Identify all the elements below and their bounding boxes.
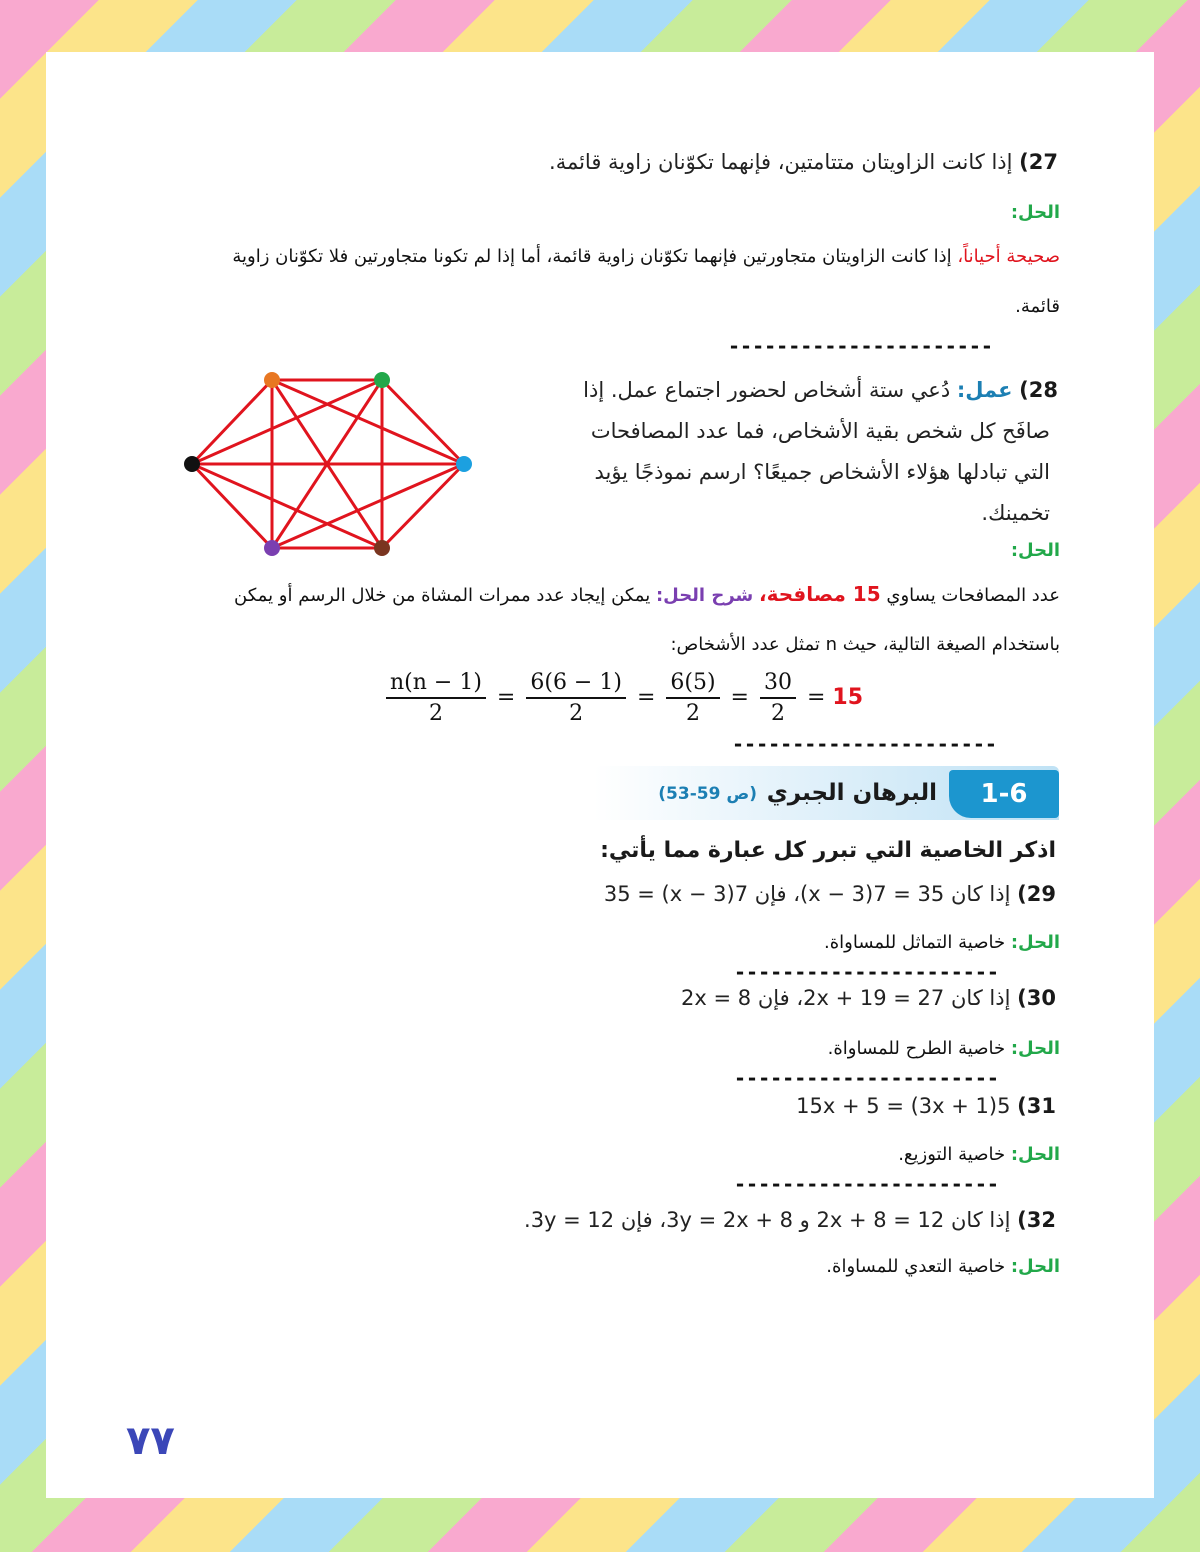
person-node — [264, 540, 280, 556]
section-badge: 1-6 — [949, 770, 1059, 818]
separator-line: ---------------------- — [734, 1172, 999, 1196]
question-number: 30) — [1017, 986, 1056, 1010]
answer-text: خاصية التماثل للمساواة. — [823, 932, 1011, 953]
page-sheet — [46, 52, 1154, 1498]
graph-edges — [192, 380, 464, 548]
formula-result: 15 — [832, 685, 864, 710]
answer-label-27 — [1011, 202, 1060, 223]
question-line: التي تبادلها هؤلاء الأشخاص جميعًا؟ ارسم نموذجًا يؤيد — [594, 460, 1050, 484]
equals-sign: = — [636, 685, 656, 710]
answer-31 — [898, 1144, 1060, 1165]
question-27 — [549, 150, 1058, 174]
question-number: 29) — [1017, 882, 1056, 906]
answer-label: الحل: — [1010, 1144, 1060, 1165]
section-pages: (ص 59-53) — [658, 784, 757, 804]
equals-sign: = — [496, 685, 516, 710]
fraction: $\frac{6(6 - 1)}{2}$ — [526, 670, 626, 726]
answer-text: إذا كانت الزاويتان متجاورتين فإنهما تكوّنان زاوية قائمة، أما إذا لم تكونا متجاورتين فلا تكوّنان زاوية — [232, 246, 958, 267]
answer-27-line2: قائمة. — [1015, 296, 1060, 317]
answer-value: 15 مصافحة، — [758, 582, 881, 606]
answer-28-line2: باستخدام الصيغة التالية، حيث n تمثل عدد الأشخاص: — [670, 634, 1060, 655]
answer-32 — [826, 1256, 1060, 1277]
question-32 — [524, 1208, 1056, 1232]
question-line: دُعي ستة أشخاص لحضور اجتماع عمل. إذا — [583, 378, 951, 402]
answer-rest: يمكن إيجاد عدد ممرات المشاة من خلال الرسم أو يمكن — [234, 585, 656, 606]
equals-sign: = — [806, 685, 826, 710]
person-node — [184, 456, 200, 472]
handshake-edge — [192, 464, 272, 548]
separator-line: ---------------------- — [734, 1066, 999, 1090]
answer-verdict: صحيحة أحياناً، — [957, 246, 1060, 267]
answer-label-28 — [1011, 540, 1060, 561]
answer-text: خاصية التوزيع. — [898, 1144, 1011, 1165]
question-text: إذا كان 2x + 19 = 27، فإن 2x = 8 — [681, 986, 1011, 1010]
section-banner — [594, 766, 1059, 820]
instruction: اذكر الخاصية التي تبرر كل عبارة مما يأتي: — [600, 838, 1056, 863]
separator-line: ---------------------- — [734, 960, 999, 984]
person-node — [456, 456, 472, 472]
answer-text: خاصية التعدي للمساواة. — [826, 1256, 1011, 1277]
question-line: تخمينك. — [981, 501, 1050, 525]
question-number: 27) — [1019, 150, 1058, 174]
question-29 — [604, 882, 1056, 906]
question-28 — [538, 370, 1058, 534]
handshake-edge — [382, 464, 464, 548]
explain-label: شرح الحل: — [655, 585, 754, 606]
fraction: $\frac{n(n - 1)}{2}$ — [386, 670, 486, 726]
answer-label: الحل: — [1010, 1256, 1060, 1277]
question-text: إذا كانت الزاويتان متتامتين، فإنهما تكوّنان زاوية قائمة. — [549, 150, 1013, 174]
question-text: إذا كان 2x + 8 = 12 و 3y = 2x + 8، فإن 3y = 12. — [524, 1208, 1011, 1232]
question-number: 32) — [1017, 1208, 1056, 1232]
answer-text: خاصية الطرح للمساواة. — [827, 1038, 1011, 1059]
section-title: البرهان الجبري — [766, 780, 937, 806]
question-label: عمل: — [956, 378, 1013, 402]
separator-line: ---------------------- — [728, 334, 993, 358]
answer-label: الحل: — [1010, 932, 1060, 953]
separator-line: ---------------------- — [732, 732, 997, 756]
handshake-graph — [184, 370, 474, 566]
handshake-edge — [382, 380, 464, 464]
question-text: 5(3x + 1) = 15x + 5 — [796, 1094, 1011, 1118]
question-30 — [681, 986, 1056, 1010]
equals-sign: = — [730, 685, 749, 710]
question-line: صافَح كل شخص بقية الأشخاص، فما عدد المصافحات — [590, 419, 1050, 443]
question-number: 31) — [1017, 1094, 1056, 1118]
person-node — [264, 372, 280, 388]
person-node — [374, 372, 390, 388]
fraction: $\frac{30}{2}$ — [760, 670, 796, 726]
question-text: إذا كان 35 = 7(x − 3)، فإن 7(x − 3) = 35 — [603, 882, 1011, 906]
answer-label: الحل: — [1010, 202, 1060, 223]
handshake-edge — [192, 380, 272, 464]
fraction: $\frac{6(5)}{2}$ — [666, 670, 719, 726]
question-31 — [796, 1094, 1056, 1118]
question-number: 28) — [1019, 378, 1058, 402]
answer-prefix: عدد المصافحات يساوي — [886, 585, 1060, 606]
answer-29 — [824, 932, 1060, 953]
answer-30 — [828, 1038, 1060, 1059]
answer-label: الحل: — [1010, 540, 1060, 561]
answer-27-line1 — [130, 246, 1060, 267]
answer-label: الحل: — [1010, 1038, 1060, 1059]
answer-28-line1 — [234, 582, 1060, 606]
formula — [382, 670, 863, 726]
person-node — [374, 540, 390, 556]
page-number: ٧٧ — [126, 1418, 175, 1464]
